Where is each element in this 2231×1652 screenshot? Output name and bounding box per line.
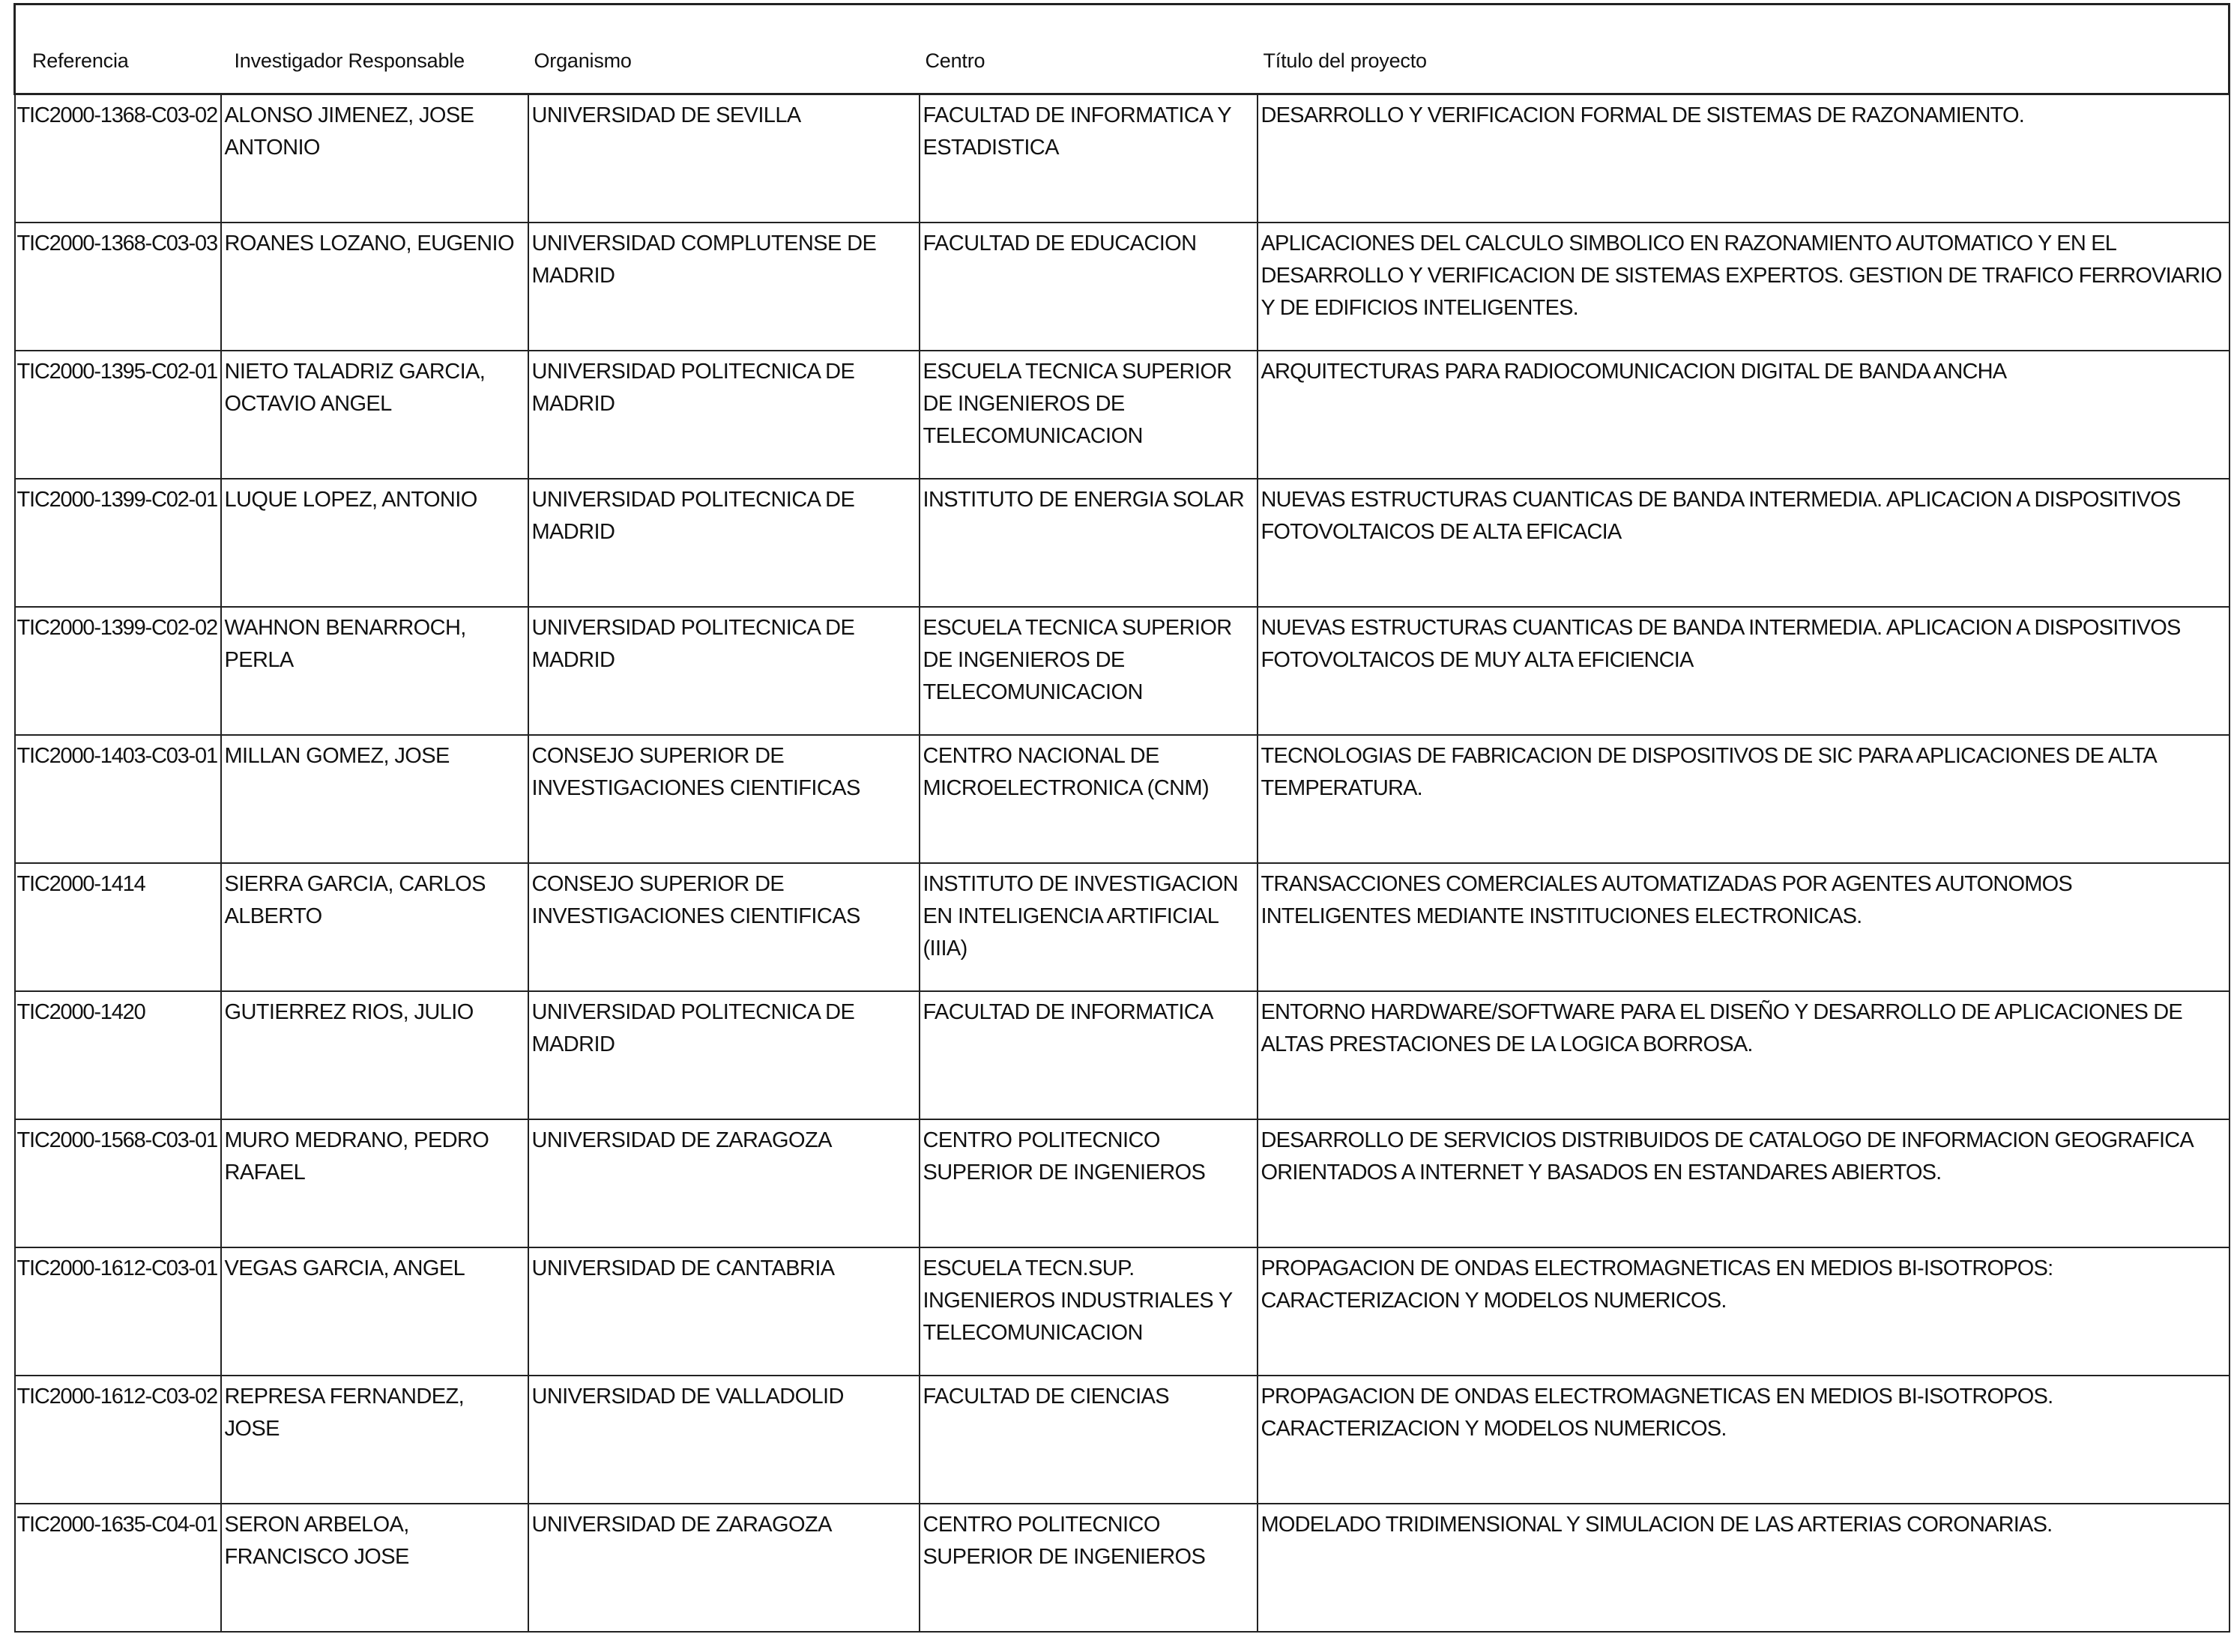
- cell-organismo: UNIVERSIDAD COMPLUTENSE DE MADRID: [528, 223, 920, 351]
- cell-titulo: TECNOLOGIAS DE FABRICACION DE DISPOSITIVOS DE SIC PARA APLICACIONES DE ALTA TEMPERATURA.: [1258, 735, 2230, 863]
- cell-referencia: TIC2000-1368-C03-02: [15, 94, 221, 223]
- cell-titulo: MODELADO TRIDIMENSIONAL Y SIMULACION DE LAS ARTERIAS CORONARIAS.: [1258, 1504, 2230, 1632]
- cell-centro: CENTRO NACIONAL DE MICROELECTRONICA (CNM): [920, 735, 1258, 863]
- cell-investigador: MILLAN GOMEZ, JOSE: [221, 735, 528, 863]
- cell-titulo: DESARROLLO DE SERVICIOS DISTRIBUIDOS DE CATALOGO DE INFORMACION GEOGRAFICA ORIENTADOS A INTERNET Y BASADOS EN ESTANDARES ABIERTOS.: [1258, 1119, 2230, 1247]
- cell-referencia: TIC2000-1635-C04-01: [15, 1504, 221, 1632]
- table-row: [15, 1376, 2230, 1504]
- cell-centro: INSTITUTO DE ENERGIA SOLAR: [920, 479, 1258, 607]
- cell-organismo: UNIVERSIDAD POLITECNICA DE MADRID: [528, 607, 920, 735]
- table-row: [15, 223, 2230, 351]
- cell-organismo: CONSEJO SUPERIOR DE INVESTIGACIONES CIENTIFICAS: [528, 735, 920, 863]
- table-row: [15, 607, 2230, 735]
- cell-centro: CENTRO POLITECNICO SUPERIOR DE INGENIEROS: [920, 1504, 1258, 1632]
- cell-titulo: TRANSACCIONES COMERCIALES AUTOMATIZADAS POR AGENTES AUTONOMOS INTELIGENTES MEDIANTE INSTITUCIONES ELECTRONICAS.: [1258, 863, 2230, 991]
- cell-organismo: UNIVERSIDAD POLITECNICA DE MADRID: [528, 351, 920, 479]
- cell-referencia: TIC2000-1414: [15, 863, 221, 991]
- cell-referencia: TIC2000-1612-C03-02: [15, 1376, 221, 1504]
- cell-titulo: ARQUITECTURAS PARA RADIOCOMUNICACION DIGITAL DE BANDA ANCHA: [1258, 351, 2230, 479]
- cell-titulo: APLICACIONES DEL CALCULO SIMBOLICO EN RAZONAMIENTO AUTOMATICO Y EN EL DESARROLLO Y VERIFICACION DE SISTEMAS EXPERTOS. GESTION DE TRAFICO FERROVIARIO Y DE EDIFICIOS INTELIGENTES.: [1258, 223, 2230, 351]
- cell-organismo: CONSEJO SUPERIOR DE INVESTIGACIONES CIENTIFICAS: [528, 863, 920, 991]
- cell-organismo: UNIVERSIDAD POLITECNICA DE MADRID: [528, 991, 920, 1119]
- cell-organismo: UNIVERSIDAD DE SEVILLA: [528, 94, 920, 223]
- cell-titulo: ENTORNO HARDWARE/SOFTWARE PARA EL DISEÑO Y DESARROLLO DE APLICACIONES DE ALTAS PRESTACIONES DE LA LOGICA BORROSA.: [1258, 991, 2230, 1119]
- cell-investigador: WAHNON BENARROCH, PERLA: [221, 607, 528, 735]
- cell-investigador: VEGAS GARCIA, ANGEL: [221, 1247, 528, 1376]
- cell-investigador: GUTIERREZ RIOS, JULIO: [221, 991, 528, 1119]
- cell-investigador: ALONSO JIMENEZ, JOSE ANTONIO: [221, 94, 528, 223]
- cell-referencia: TIC2000-1420: [15, 991, 221, 1119]
- cell-referencia: TIC2000-1399-C02-01: [15, 479, 221, 607]
- cell-referencia: TIC2000-1395-C02-01: [15, 351, 221, 479]
- cell-centro: CENTRO POLITECNICO SUPERIOR DE INGENIEROS: [920, 1119, 1258, 1247]
- header-organismo: Organismo: [528, 4, 920, 94]
- cell-investigador: MURO MEDRANO, PEDRO RAFAEL: [221, 1119, 528, 1247]
- table-row: [15, 94, 2230, 223]
- cell-titulo: PROPAGACION DE ONDAS ELECTROMAGNETICAS EN MEDIOS BI-ISOTROPOS: CARACTERIZACION Y MODELOS NUMERICOS.: [1258, 1247, 2230, 1376]
- cell-investigador: SERON ARBELOA, FRANCISCO JOSE: [221, 1504, 528, 1632]
- cell-investigador: REPRESA FERNANDEZ, JOSE: [221, 1376, 528, 1504]
- table-body: [15, 94, 2230, 1632]
- header-investigador: Investigador Responsable: [221, 4, 528, 94]
- cell-investigador: ROANES LOZANO, EUGENIO: [221, 223, 528, 351]
- cell-organismo: UNIVERSIDAD DE CANTABRIA: [528, 1247, 920, 1376]
- table-row: [15, 351, 2230, 479]
- cell-referencia: TIC2000-1612-C03-01: [15, 1247, 221, 1376]
- cell-referencia: TIC2000-1399-C02-02: [15, 607, 221, 735]
- header-centro: Centro: [920, 4, 1258, 94]
- document-page: [13, 3, 2231, 1648]
- cell-titulo: NUEVAS ESTRUCTURAS CUANTICAS DE BANDA INTERMEDIA. APLICACION A DISPOSITIVOS FOTOVOLTAICOS DE MUY ALTA EFICIENCIA: [1258, 607, 2230, 735]
- cell-centro: FACULTAD DE CIENCIAS: [920, 1376, 1258, 1504]
- cell-titulo: PROPAGACION DE ONDAS ELECTROMAGNETICAS EN MEDIOS BI-ISOTROPOS. CARACTERIZACION Y MODELOS NUMERICOS.: [1258, 1376, 2230, 1504]
- table-row: [15, 1247, 2230, 1376]
- cell-investigador: SIERRA GARCIA, CARLOS ALBERTO: [221, 863, 528, 991]
- cell-referencia: TIC2000-1568-C03-01: [15, 1119, 221, 1247]
- cell-centro: ESCUELA TECNICA SUPERIOR DE INGENIEROS DE TELECOMUNICACION: [920, 607, 1258, 735]
- projects-table: [13, 3, 2230, 1633]
- header-titulo: Título del proyecto: [1258, 4, 2230, 94]
- header-referencia: Referencia: [15, 4, 221, 94]
- table-header: [15, 4, 2230, 94]
- cell-centro: ESCUELA TECN.SUP. INGENIEROS INDUSTRIALES Y TELECOMUNICACION: [920, 1247, 1258, 1376]
- cell-referencia: TIC2000-1368-C03-03: [15, 223, 221, 351]
- table-row: [15, 991, 2230, 1119]
- cell-centro: ESCUELA TECNICA SUPERIOR DE INGENIEROS DE TELECOMUNICACION: [920, 351, 1258, 479]
- cell-organismo: UNIVERSIDAD DE VALLADOLID: [528, 1376, 920, 1504]
- header-row: [15, 4, 2230, 94]
- cell-titulo: NUEVAS ESTRUCTURAS CUANTICAS DE BANDA INTERMEDIA. APLICACION A DISPOSITIVOS FOTOVOLTAICOS DE ALTA EFICACIA: [1258, 479, 2230, 607]
- cell-titulo: DESARROLLO Y VERIFICACION FORMAL DE SISTEMAS DE RAZONAMIENTO.: [1258, 94, 2230, 223]
- table-row: [15, 735, 2230, 863]
- table-row: [15, 863, 2230, 991]
- cell-centro: FACULTAD DE EDUCACION: [920, 223, 1258, 351]
- cell-investigador: LUQUE LOPEZ, ANTONIO: [221, 479, 528, 607]
- cell-centro: INSTITUTO DE INVESTIGACION EN INTELIGENCIA ARTIFICIAL (IIIA): [920, 863, 1258, 991]
- table-row: [15, 1504, 2230, 1632]
- table-row: [15, 1119, 2230, 1247]
- cell-organismo: UNIVERSIDAD DE ZARAGOZA: [528, 1504, 920, 1632]
- cell-organismo: UNIVERSIDAD DE ZARAGOZA: [528, 1119, 920, 1247]
- table-row: [15, 479, 2230, 607]
- cell-investigador: NIETO TALADRIZ GARCIA, OCTAVIO ANGEL: [221, 351, 528, 479]
- cell-centro: FACULTAD DE INFORMATICA Y ESTADISTICA: [920, 94, 1258, 223]
- cell-referencia: TIC2000-1403-C03-01: [15, 735, 221, 863]
- cell-organismo: UNIVERSIDAD POLITECNICA DE MADRID: [528, 479, 920, 607]
- cell-centro: FACULTAD DE INFORMATICA: [920, 991, 1258, 1119]
